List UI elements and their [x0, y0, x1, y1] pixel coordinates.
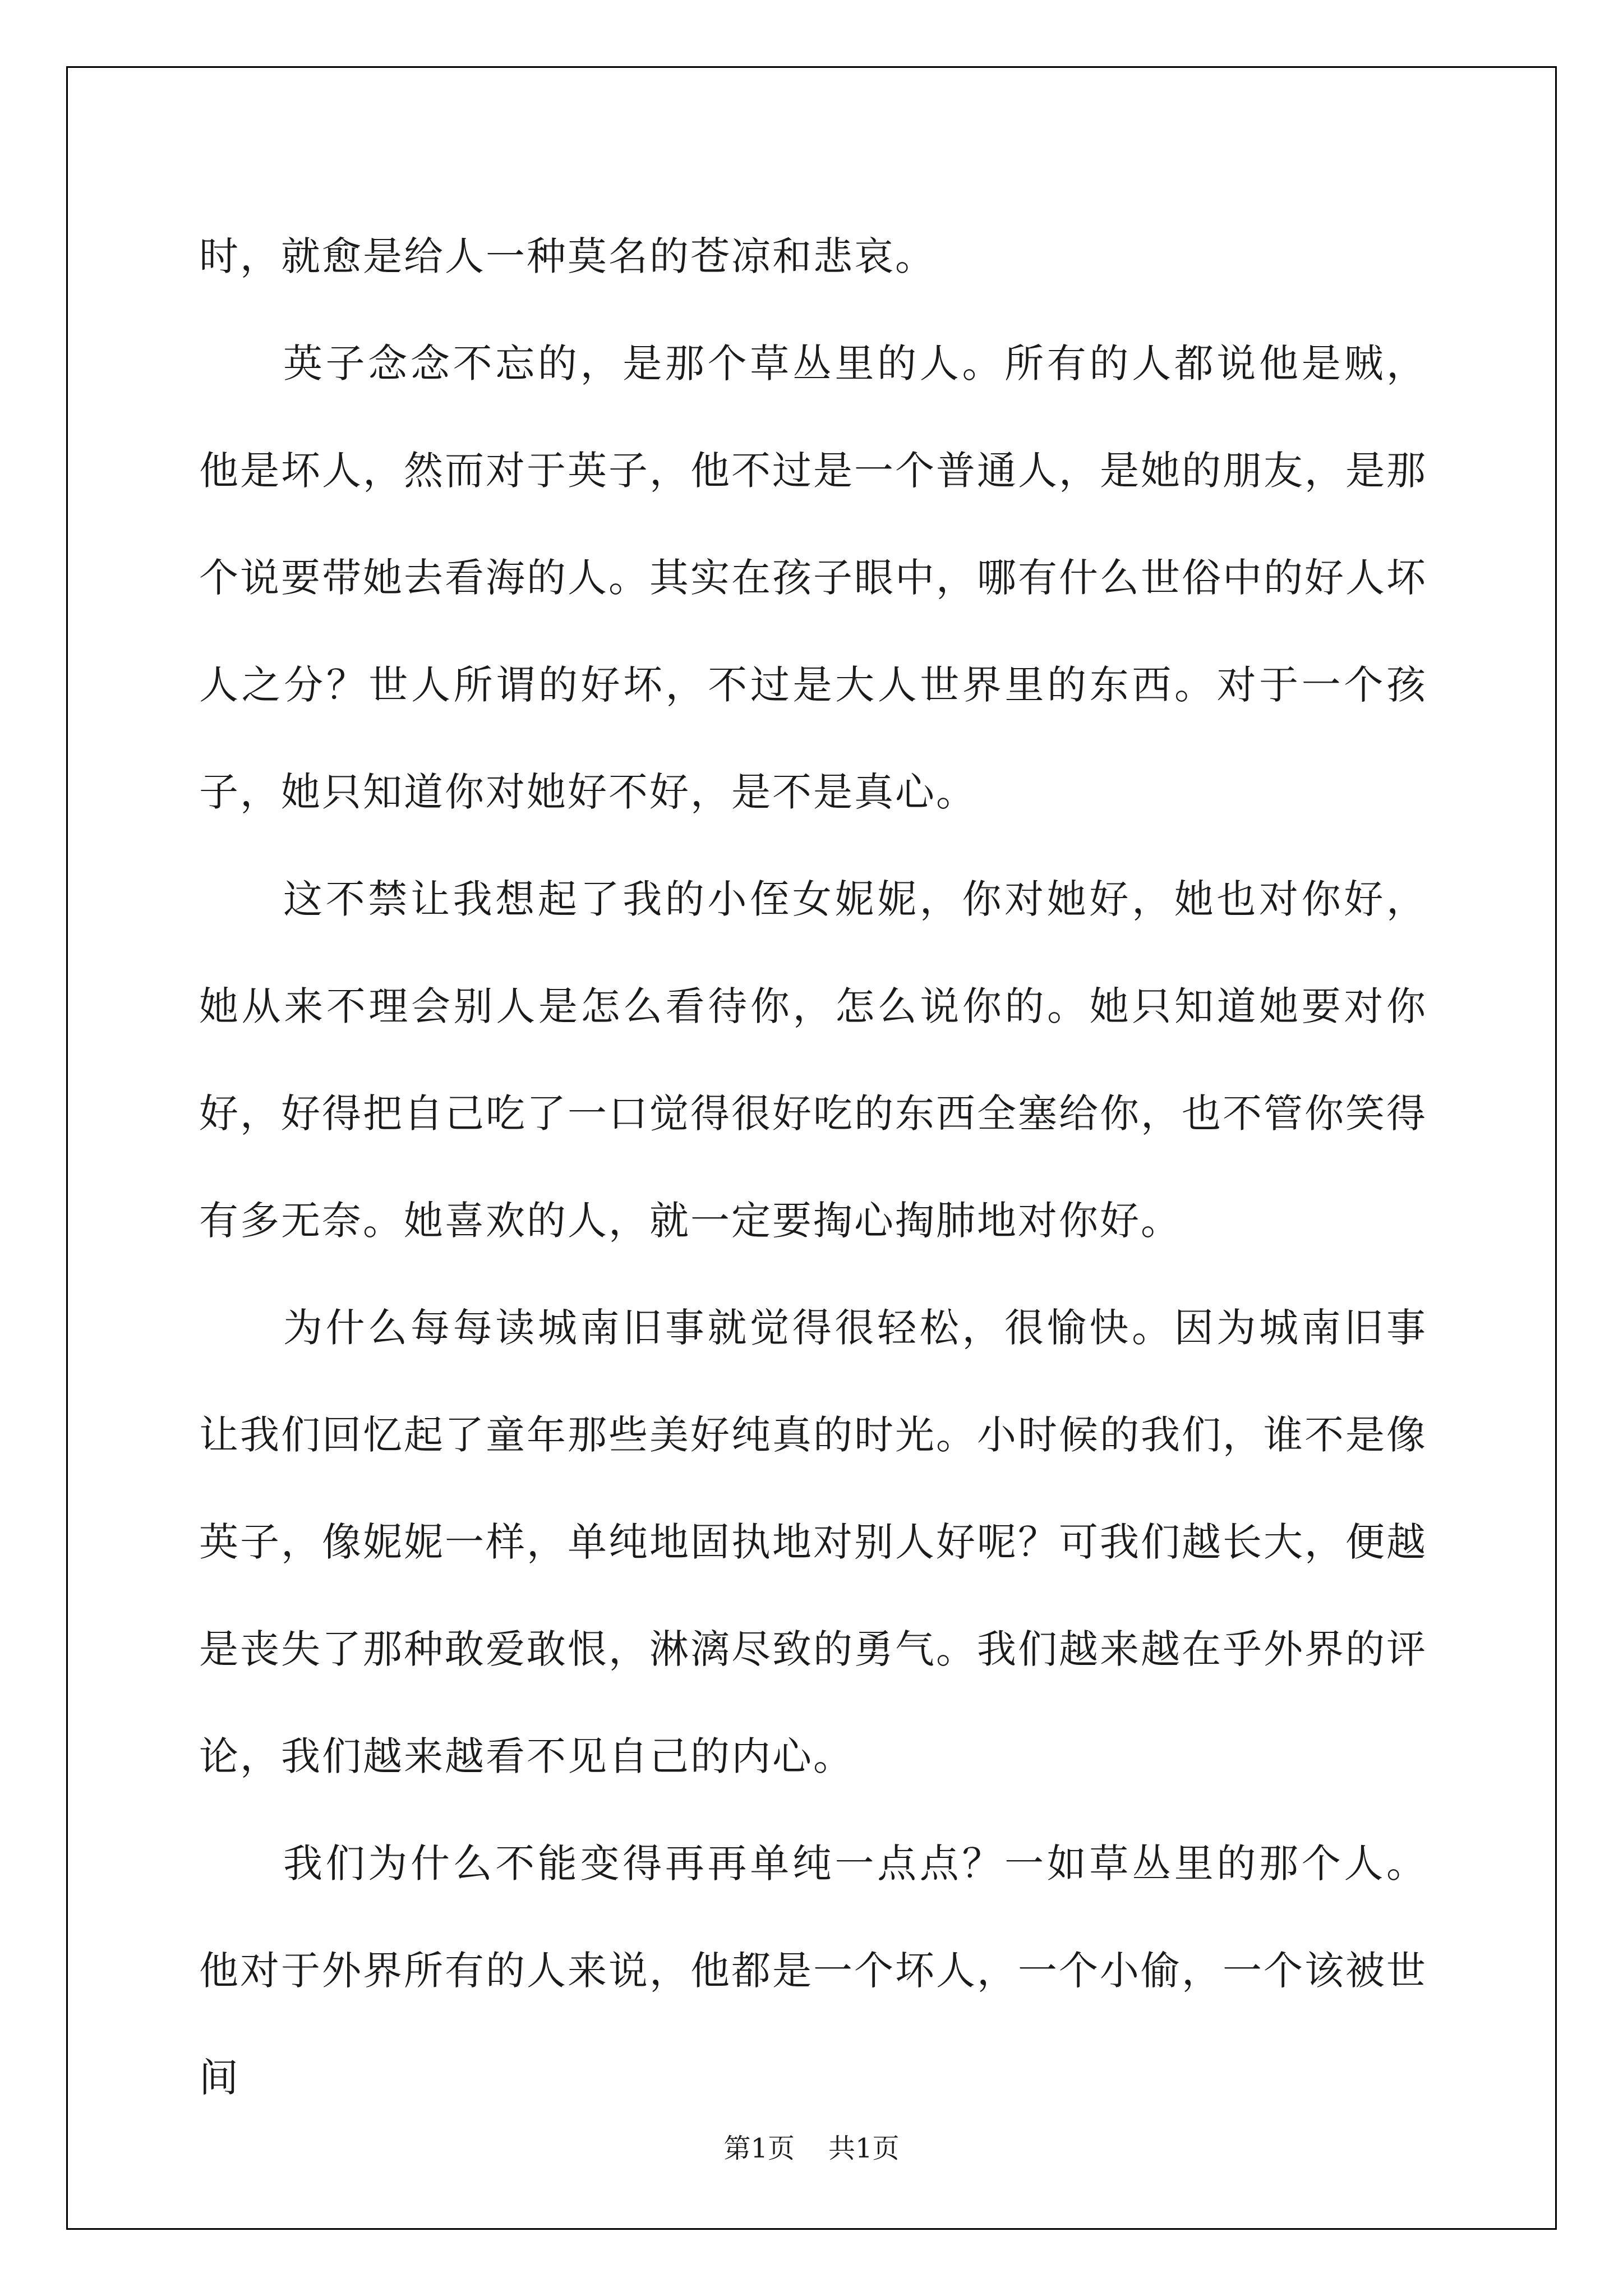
paragraph-4: 为什么每每读城南旧事就觉得很轻松，很愉快。因为城南旧事让我们回忆起了童年那些美好纯真的时光。小时候的我们，谁不是像英子，像妮妮一样，单纯地固执地对别人好呢？可我们越长大，便越是丧失了那种敢爱敢恨，淋漓尽致的勇气。我们越来越在乎外界的评论，我们越来越看不见自己的内心。: [199, 1305, 1427, 1779]
page-footer: [0, 2132, 1623, 2165]
paragraph-3: 这不禁让我想起了我的小侄女妮妮，你对她好，她也对你好，她从来不理会别人是怎么看待你，怎么说你的。她只知道她要对你好，好得把自己吃了一口觉得很好吃的东西全塞给你，也不管你笑得有多无奈。她喜欢的人，就一定要掏心掏肺地对你好。: [199, 876, 1427, 1244]
paragraph-2: 英子念念不忘的，是那个草丛里的人。所有的人都说他是贼，他是坏人，然而对于英子，他不过是一个普通人，是她的朋友，是那个说要带她去看海的人。其实在孩子眼中，哪有什么世俗中的好人坏人之分？世人所谓的好坏，不过是大人世界里的东西。对于一个孩子，她只知道你对她好不好，是不是真心。: [199, 341, 1427, 815]
paragraph-1: 时，就愈是给人一种莫名的苍凉和悲哀。: [199, 233, 936, 279]
paragraph-5: 我们为什么不能变得再再单纯一点点？一如草丛里的那个人。他对于外界所有的人来说，他都是一个坏人，一个小偷，一个该被世间: [199, 1841, 1427, 2101]
page-number: 第1页: [723, 2133, 795, 2164]
document-body: [199, 203, 1427, 2132]
page-total: 共1页: [828, 2133, 900, 2164]
